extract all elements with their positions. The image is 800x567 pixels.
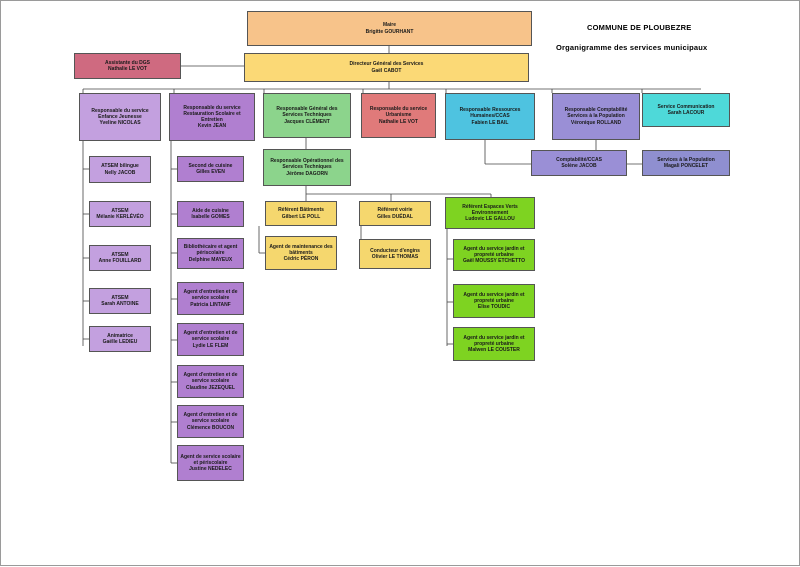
node-title: Référent Espaces Verts Environnement [462, 203, 518, 216]
node-title: ATSEM [111, 294, 129, 301]
node-title: Responsable Ressources Humaines/CCAS [459, 107, 521, 120]
node-responsable-enfance[interactable] [79, 93, 161, 141]
node-responsable-comptabilite[interactable] [552, 93, 640, 140]
node-title: Bibliothécaire et agent périscolaire [183, 244, 238, 257]
node-name: Sarah LACOUR [667, 110, 705, 116]
node-name: Solène JACOB [561, 163, 597, 169]
node-agent-entretien-2[interactable] [177, 323, 244, 356]
node-assistante-dgs[interactable] [74, 53, 181, 79]
node-dgs[interactable] [244, 53, 529, 82]
node-referent-espaces-verts[interactable] [445, 197, 535, 229]
node-title: Service Communication [657, 103, 715, 110]
node-title: Comptabilité/CCAS [556, 156, 602, 163]
node-title: Référent Bâtiments [278, 207, 324, 214]
node-name: Cédric PÉRON [283, 256, 319, 263]
node-title: Aide de cuisine [192, 207, 229, 214]
node-name: Ludovic LE GALLOU [465, 216, 515, 223]
node-title: Responsable du service Urbanisme [369, 106, 428, 119]
node-name: Isabelle GOMES [191, 214, 230, 220]
node-title: Agent d'entretien et de service scolaire [183, 412, 238, 425]
node-name: Elise TOUDIC [477, 304, 511, 311]
node-title: Directeur Général des Services [349, 61, 424, 68]
node-conducteur-engins[interactable] [359, 239, 431, 269]
node-name: Gaëlle LEDIEU [102, 339, 138, 345]
node-services-population[interactable] [642, 150, 730, 176]
node-bibliothecaire[interactable] [177, 238, 244, 269]
node-name: Yveline NICOLAS [99, 120, 141, 127]
node-name: Delphine MAYEUX [188, 256, 233, 263]
node-agent-entretien-4[interactable] [177, 405, 244, 438]
node-atsem-2[interactable] [89, 245, 151, 271]
node-responsable-urbanisme[interactable] [361, 93, 436, 138]
node-name: Kevin JEAN [197, 123, 227, 130]
node-responsable-technique[interactable] [263, 93, 351, 138]
node-name: Sarah ANTOINE [101, 301, 139, 307]
node-title: Responsable du service Restauration Scolaire et Entretien [183, 104, 241, 123]
node-title: Agent du service jardin et propreté urbaine [463, 291, 525, 304]
node-name: Mélanie KERLÉVÉO [96, 214, 144, 220]
node-name: Olivier LE THOMAS [371, 254, 419, 260]
commune-title: COMMUNE DE PLOUBEZRE [587, 23, 692, 32]
node-animatrice[interactable] [89, 326, 151, 352]
diagram-subtitle: Organigramme des services municipaux [556, 43, 708, 52]
node-title: Responsable Comptabilité Services à la Population [564, 107, 628, 120]
node-atsem-1[interactable] [89, 201, 151, 227]
node-name: Nathalie LE VOT [379, 118, 418, 125]
node-title: Assistante du DGS [104, 59, 150, 66]
node-name: Justine NEDELEC [189, 466, 232, 473]
node-name: Gilles EVEN [196, 169, 225, 175]
node-title: Maire [382, 22, 397, 29]
node-name: Gilles DUÉDAL [377, 213, 413, 220]
node-responsable-rh-ccas[interactable] [445, 93, 535, 140]
node-name: Anne FOUILLARD [98, 258, 142, 264]
node-title: Second de cuisine [188, 162, 233, 169]
node-name: Magali PONCELET [663, 163, 709, 169]
node-title: Agent de maintenance des bâtiments [269, 243, 333, 256]
node-name: Clémence BOUCON [186, 424, 235, 431]
node-agent-jardin-3[interactable] [453, 327, 535, 361]
node-name: Brigitte GOURHANT [365, 28, 414, 35]
node-title: Agent du service jardin et propreté urbaine [463, 334, 525, 347]
node-title: Responsable Général des Services Techniques [276, 106, 338, 119]
node-title: Agent d'entretien et de service scolaire [183, 289, 238, 302]
node-name: Fabien LE BAIL [471, 119, 509, 126]
node-comptabilite-ccas[interactable] [531, 150, 627, 176]
node-title: ATSEM bilingue [101, 163, 139, 170]
node-title: Agent d'entretien et de service scolaire [183, 330, 238, 343]
node-service-communication[interactable] [642, 93, 730, 127]
node-agent-jardin-1[interactable] [453, 239, 535, 271]
node-title: ATSEM [111, 251, 129, 258]
node-title: Animatrice [107, 332, 133, 339]
node-agent-entretien-3[interactable] [177, 365, 244, 398]
node-referent-voirie[interactable] [359, 201, 431, 226]
node-title: Agent de service scolaire et périscolaire [180, 453, 241, 466]
node-name: Nelly JACOB [104, 169, 136, 176]
node-agent-service-scolaire[interactable] [177, 445, 244, 481]
node-referent-batiments[interactable] [265, 201, 337, 226]
node-second-cuisine[interactable] [177, 156, 244, 182]
node-title: Services à la Population [657, 156, 715, 163]
node-name: Nathalie LE VOT [108, 66, 147, 72]
node-atsem-bilingue[interactable] [89, 156, 151, 183]
node-name: Gilbert LE POLL [281, 213, 321, 220]
node-agent-maintenance[interactable] [265, 236, 337, 270]
node-title: Responsable du service Enfance Jeunesse [91, 107, 149, 120]
node-name: Jacques CLÉMENT [284, 118, 330, 125]
node-name: Jérôme DAGORN [286, 170, 328, 177]
node-title: Référent voirie [377, 207, 413, 214]
node-agent-entretien-1[interactable] [177, 282, 244, 315]
node-name: Claudine JEZEQUEL [186, 384, 235, 391]
node-title: ATSEM [111, 207, 129, 214]
node-responsable-operationnel[interactable] [263, 149, 351, 186]
node-name: Malwen LE COUSTER [468, 347, 520, 354]
node-name: Patricia LINTANF [190, 301, 231, 308]
node-name: Gaël MOUSSY ETCHETTO [462, 258, 526, 265]
node-name: Véronique ROLLAND [570, 119, 622, 126]
node-title: Conducteur d'engins [370, 247, 420, 254]
node-title: Agent du service jardin et propreté urbaine [463, 245, 525, 258]
node-aide-cuisine[interactable] [177, 201, 244, 227]
node-agent-jardin-2[interactable] [453, 284, 535, 318]
node-atsem-3[interactable] [89, 288, 151, 314]
node-title: Responsable Opérationnel des Services Techniques [270, 158, 344, 171]
node-name: Gaël CABOT [371, 67, 402, 74]
connector-lines [1, 1, 800, 567]
node-maire[interactable] [247, 11, 532, 46]
node-title: Agent d'entretien et de service scolaire [183, 372, 238, 385]
node-responsable-restauration[interactable] [169, 93, 255, 141]
node-name: Lydie LE FLEM [192, 342, 229, 349]
